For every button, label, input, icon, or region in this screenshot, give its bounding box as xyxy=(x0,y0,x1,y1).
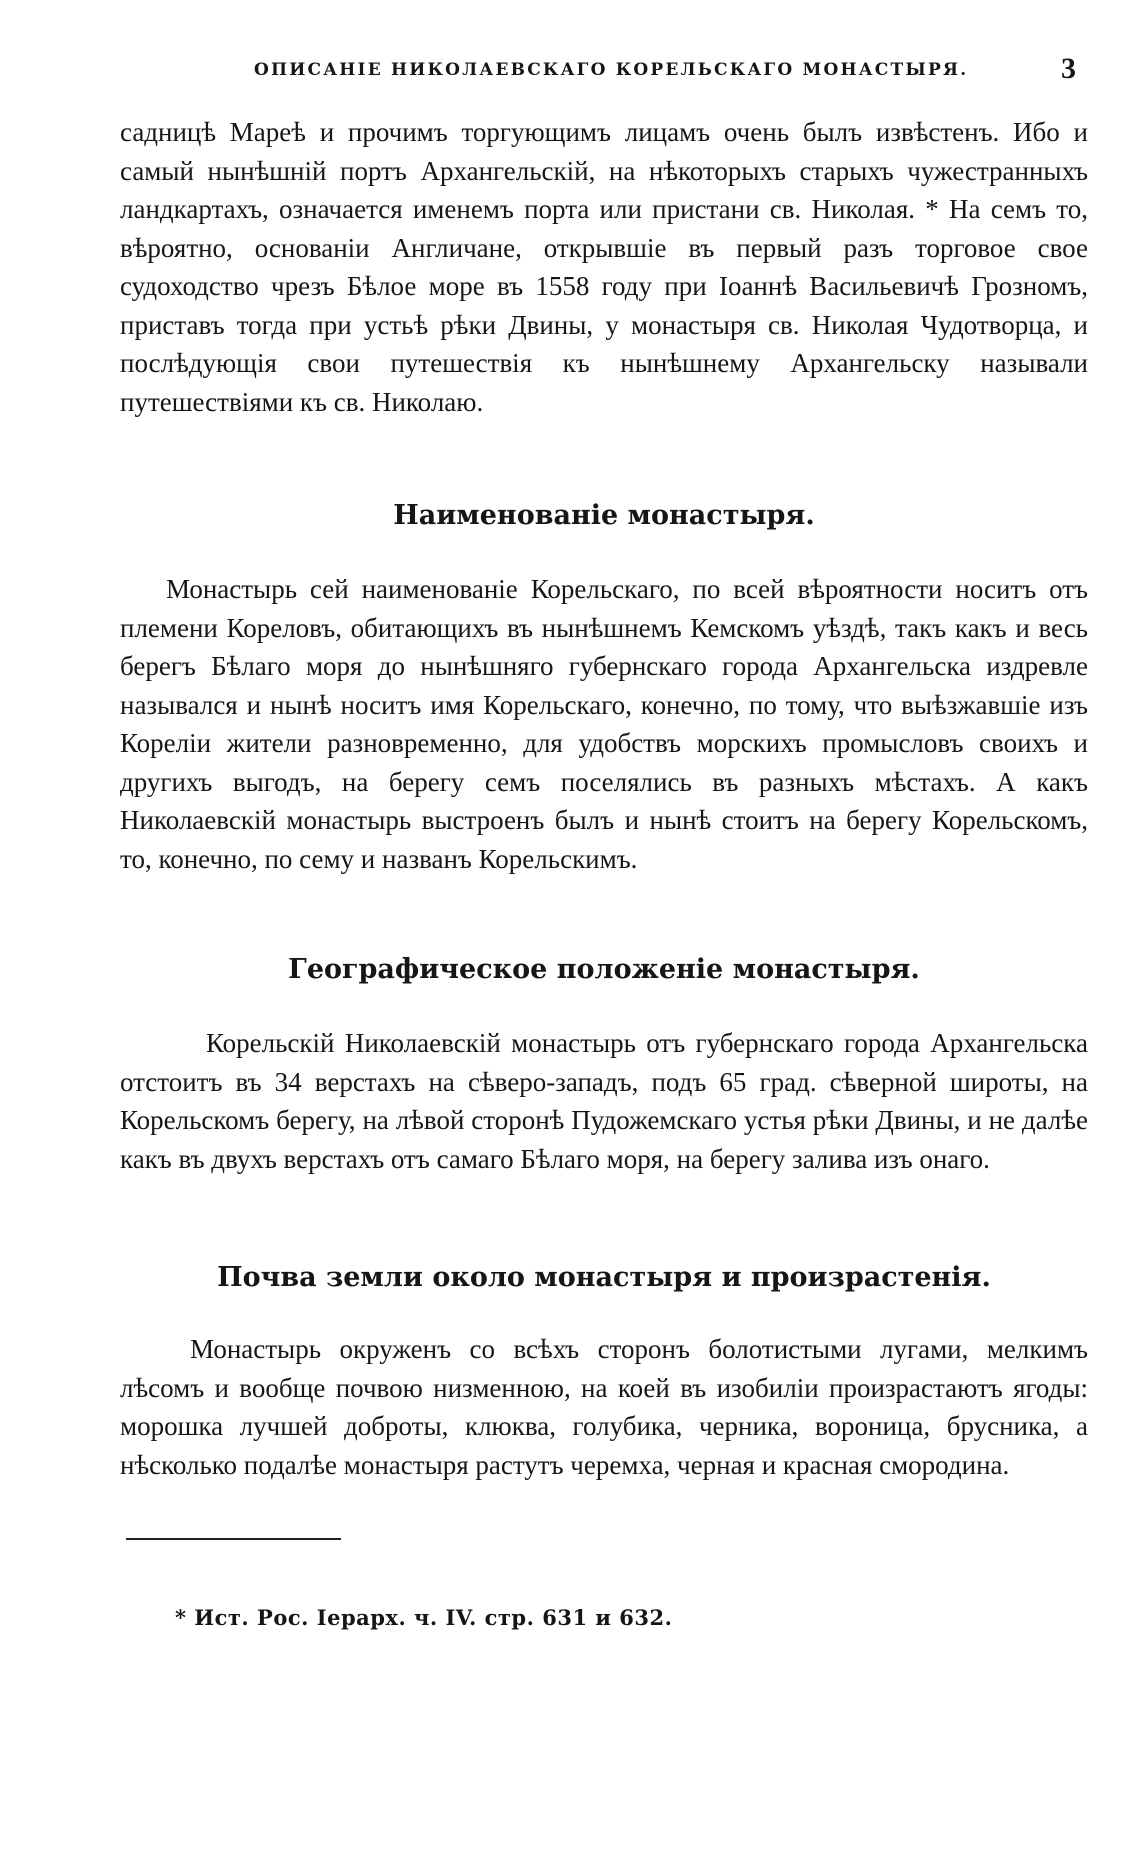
section-heading-soil: Почва земли около монастыря и произрастенія. xyxy=(217,1262,991,1293)
section-paragraph-soil: Монастырь окруженъ со всѣхъ сторонъ болотистыми лугами, мелкимъ лѣсомъ и вообще почвою низменною, на коей въ изобиліи произрастаютъ ягоды: морошка лучшей доброты, клюква, голубика, черника, вороница, брусника, а нѣсколько подалѣе монастыря растутъ черемха, черная и красная смородина. xyxy=(120,1334,1088,1480)
section-heading-geography: Географическое положеніе монастыря. xyxy=(288,954,920,985)
section-heading-naming: Наименованіе монастыря. xyxy=(393,500,815,531)
section-paragraph-geography: Корельскій Николаевскій монастырь отъ губернскаго города Архангельска отстоитъ въ 34 верстахъ на сѣверо-западъ, подъ 65 град. сѣверной широты, на Корельскомъ берегу, на лѣвой сторонѣ Пудожемскаго устья рѣки Двины, и не далѣе какъ въ двухъ верстахъ отъ самаго Бѣлаго моря, на берегу залива изъ онаго. xyxy=(120,1028,1088,1174)
page-number: 3 xyxy=(1061,52,1076,85)
running-title: ОПИСАНІЕ НИКОЛАЕВСКАГО КОРЕЛЬСКАГО МОНАСТЫРЯ. xyxy=(254,60,969,80)
section-paragraph-naming: Монастырь сей наименованіе Корельскаго, по всей вѣроятности носитъ отъ племени Кореловъ, обитающихъ въ нынѣшнемъ Кемскомъ уѣздѣ, такъ какъ и весь берегъ Бѣлаго моря до нынѣшняго губернскаго города Архангельска издревле назывался и нынѣ носитъ имя Корельскаго, конечно, по тому, что выѣзжавшіе изъ Кореліи жители разновременно, для удобствъ морскихъ промысловъ своихъ и другихъ выгодъ, на берегу семъ поселялись въ разныхъ мѣстахъ. А какъ Николаевскій монастырь выстроенъ былъ и нынѣ стоитъ на берегу Корельскомъ, то, конечно, по сему и названъ Корельскимъ. xyxy=(120,574,1088,874)
intro-paragraph: садницѣ Мареѣ и прочимъ торгующимъ лицамъ очень былъ извѣстенъ. Ибо и самый нынѣшній портъ Архангельскій, на нѣкоторыхъ старыхъ чужестранныхъ ландкартахъ, означается именемъ порта или пристани св. Николая. * На семъ то, вѣроятно, основаніи Англичане, открывшіе въ первый разъ торговое свое судоходство чрезъ Бѣлое море въ 1558 году при Іоаннѣ Васильевичѣ Грозномъ, приставъ тогда при устьѣ рѣки Двины, у монастыря св. Николая Чудотворца, и послѣдующія свои путешествія къ нынѣшнему Архангельску называли путешествіями къ св. Николаю. xyxy=(120,117,1088,417)
footnote-divider xyxy=(126,1538,341,1540)
footnote: * Ист. Рос. Іерарх. ч. IV. стр. 631 и 632. xyxy=(175,1605,673,1630)
running-header xyxy=(120,50,1080,90)
